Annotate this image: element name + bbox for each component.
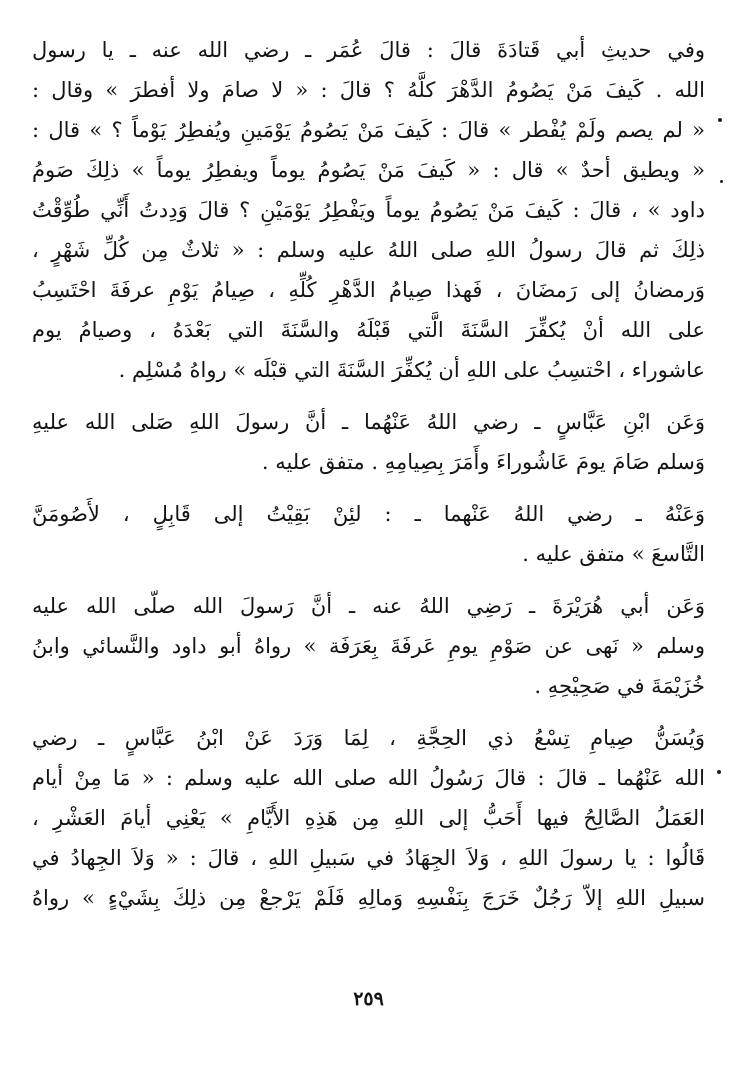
text-line: عاشوراء ، احْتسِبُ على اللهِ أن يُكفِّرَ السَّنَةَ التي قبْلَه » رواهُ مُسْلِم . bbox=[118, 358, 705, 382]
text-line: سبيلِ اللهِ إلاّ رَجُلٌ خَرَجَ بِنَفْسِهِ وَمالِهِ فَلَمْ يَرْجعْ مِن ذلِكَ بِشَيْءٍ » رواهُ bbox=[32, 886, 705, 910]
paragraph-dhul-hijja bbox=[32, 718, 705, 918]
scan-speck bbox=[718, 118, 722, 122]
text-line: قَالُوا : يا رسولَ اللهِ ، وَلاَ الجِهَادُ في سَبيلِ اللهِ ، قالَ : « وَلاَ الجِهادُ في bbox=[32, 846, 705, 870]
text-line: وَسلم صَامَ يومَ عَاشُوراءَ وأَمَرَ بِصِيامِهِ . متفق عليه . bbox=[261, 450, 705, 474]
text-line: وَعَن ابْنِ عَبَّاسٍ ـ رضي اللهُ عَنْهُما ـ أنَّ رسولَ اللهِ صَلى الله عليهِ bbox=[32, 410, 705, 434]
text-line: « لم يصم ولَمْ يُفْطر » قالَ : كَيفَ مَنْ يَصُومُ يَوْمَينِ ويُفطِرُ يَوْماً ؟ » قال : bbox=[32, 118, 705, 142]
text-line: وَعَن أبي هُرَيْرَةَ ـ رَضِي اللهُ عنه ـ أنَّ رَسولَ الله صلّى الله عليه bbox=[32, 594, 705, 618]
text-line: ذلِكَ ثم قالَ رسولُ اللهِ صلى اللهُ عليه وسلم : « ثلاثٌ مِن كُلِّ شَهْرٍ ، bbox=[32, 238, 705, 262]
paragraph-gap bbox=[32, 574, 705, 586]
page-number: ٢٥٩ bbox=[353, 988, 384, 1010]
text-line: العَمَلُ الصَّالِحُ فيها أَحَبُّ إلى اللهِ مِن هَذِهِ الأَيَّامِ » يَعْنِي أيامَ العَشْرِ ، bbox=[32, 806, 705, 830]
scan-speck bbox=[717, 770, 721, 774]
text-line: وفي حديثِ أبي قَتادَةَ قالَ : قالَ عُمَر ـ رضي الله عنه ـ يا رسول bbox=[32, 38, 705, 62]
text-line: « ويطيق أحدٌ » قال : « كَيفَ مَنْ يَصُومُ يوماً ويفطِرُ يوماً » ذلِكَ صَومُ bbox=[32, 158, 705, 182]
text-line: وَيُسَنُّ صِيامِ تِسْعُ ذي الحِجَّةِ ، لِمَا وَرَدَ عَنْ ابْنُ عَبَّاسٍ ـ رضي bbox=[32, 726, 705, 750]
text-line: داود » ، قالَ : كَيفَ مَنْ يَصُومُ يوماً ويَفْطِرُ يَوْمَيْنِ ؟ قالَ وَدِدتُ أَنِّي طُوِّقْتُ bbox=[32, 198, 705, 222]
text-line: وسلم « نَهى عن صَوْمِ يومِ عَرفَةَ بِعَرَفَة » رواهُ أبو داود والنَّسائي وابنُ bbox=[32, 634, 705, 658]
paragraph-gap bbox=[32, 706, 705, 718]
paragraph-abu-qatada-hadith bbox=[32, 30, 705, 390]
text-line: خُزَيْمَةَ في صَحِيْحِهِ . bbox=[534, 674, 705, 698]
text-line: الله عَنْهُما ـ قالَ : قالَ رَسُولُ الله صلى الله عليه وسلم : « مَا مِنْ أيام bbox=[32, 766, 705, 790]
scan-speck bbox=[720, 180, 723, 183]
page-body bbox=[32, 30, 705, 918]
text-line: وَرمضانُ إلى رَمضَانَ ، فَهذا صِيامُ الدَّهْرِ كُلِّهِ ، صِيامُ يَوْمِ عرفَةَ احْتَسِبُ bbox=[32, 278, 705, 302]
paragraph-ibn-abbas-ashura bbox=[32, 402, 705, 482]
paragraph-gap bbox=[32, 482, 705, 494]
text-line: على الله أنْ يُكفِّرَ السَّنَةَ الَّتي قَبْلَهُ والسَّنَةَ التي بَعْدَهُ ، وصيامُ يوم bbox=[32, 318, 705, 342]
paragraph-abu-hurayra-arafa bbox=[32, 586, 705, 706]
text-line: التَّاسعَ » متفق عليه . bbox=[522, 542, 705, 566]
text-line: وَعَنْهُ ـ رضي اللهُ عَنْهما ـ : لئِنْ بَقِيْتُ إلى قَابِلٍ ، لأَصُومَنَّ bbox=[32, 502, 705, 526]
text-line: الله . كَيفَ مَنْ يَصُومُ الدَّهْرَ كلَّهُ ؟ قالَ : « لا صامَ ولا أفطرَ » وقال : bbox=[32, 78, 705, 102]
paragraph-ninth-day bbox=[32, 494, 705, 574]
paragraph-gap bbox=[32, 390, 705, 402]
